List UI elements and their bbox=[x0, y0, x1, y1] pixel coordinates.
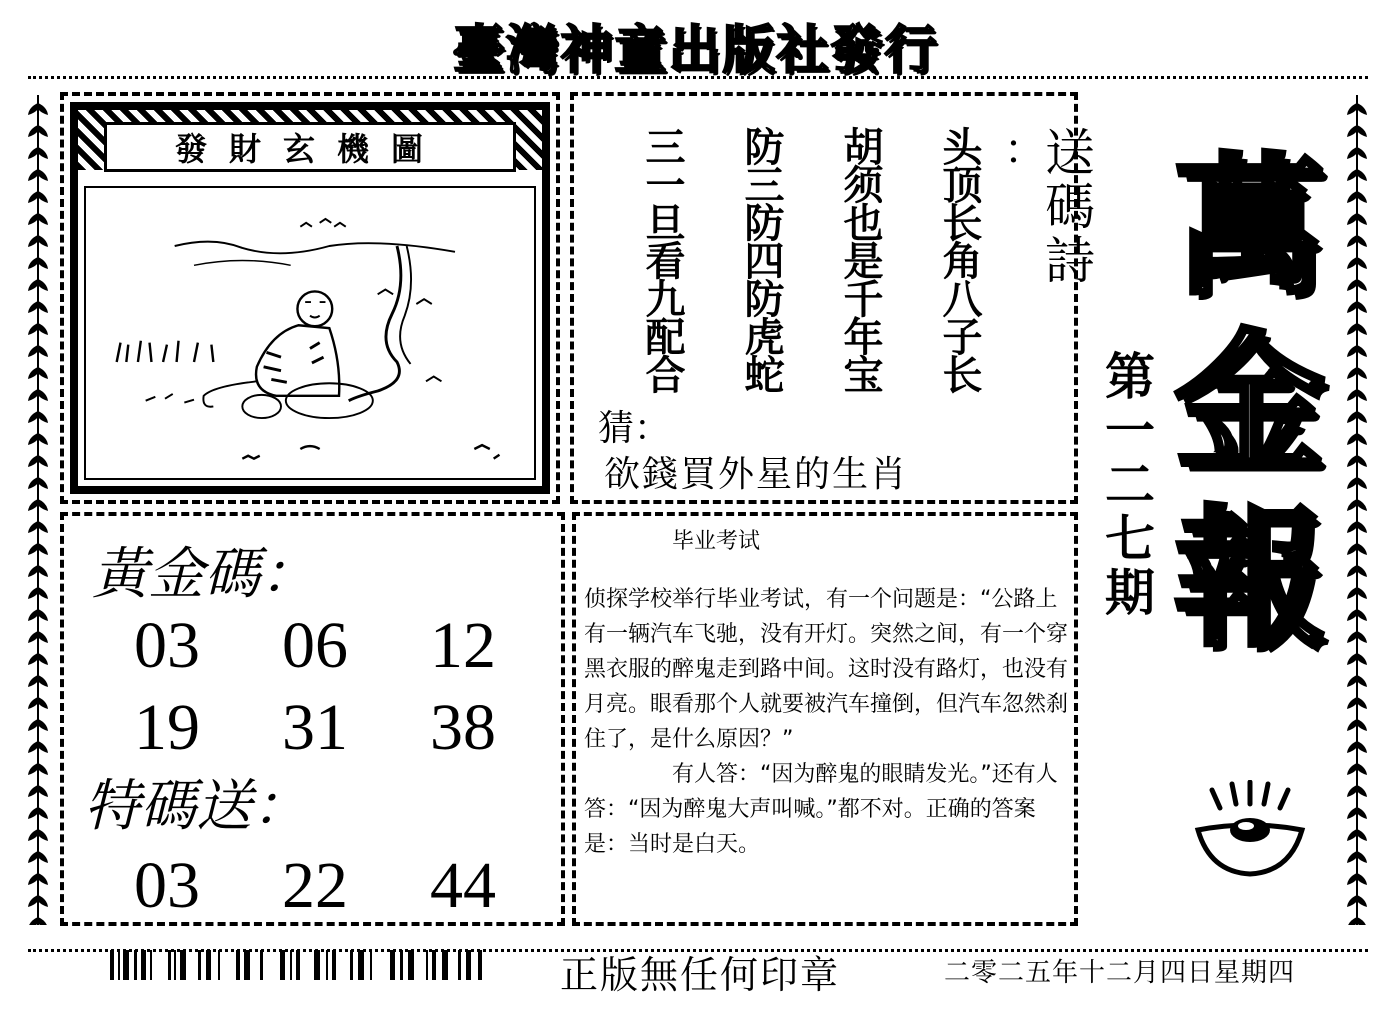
story-title: 毕业考试 bbox=[672, 529, 761, 554]
special-number: 22 bbox=[282, 849, 348, 922]
guess-text: 欲錢買外星的生肖 bbox=[604, 454, 909, 495]
publish-date: 二零二五年十二月四日星期四 bbox=[944, 958, 1296, 988]
brand-char: 金 bbox=[1174, 317, 1325, 491]
special-number: 03 bbox=[134, 849, 200, 922]
illustration-title-box bbox=[104, 122, 516, 172]
gold-number: 06 bbox=[282, 609, 348, 682]
poem-panel bbox=[570, 92, 1095, 504]
illustration-panel bbox=[60, 92, 560, 504]
gold-code-row bbox=[134, 608, 578, 684]
tiger-illustration bbox=[84, 186, 536, 480]
poem-heading bbox=[970, 126, 1102, 288]
guess-label: 猜： bbox=[598, 408, 671, 449]
brand-title bbox=[1160, 140, 1340, 668]
tiger-drawing-icon bbox=[86, 188, 534, 478]
gold-number: 03 bbox=[134, 609, 200, 682]
gold-code-row bbox=[134, 690, 578, 766]
illustration-title: 發財玄機圖 bbox=[174, 130, 445, 168]
barcode-icon bbox=[110, 950, 490, 980]
illustration-frame bbox=[70, 102, 550, 494]
poem-heading-text: 送碼詩 bbox=[1037, 126, 1095, 288]
gold-number: 12 bbox=[430, 609, 496, 682]
authenticity-note: 正版無任何印章 bbox=[560, 953, 841, 997]
poem-line: 胡须也是千年宝 bbox=[837, 126, 883, 392]
issue-number: 第一二七期 bbox=[1097, 350, 1155, 620]
poem-lines bbox=[634, 126, 988, 392]
story-paragraph: 有人答：“因为醉鬼的眼睛发光。”还有人答：“因为醉鬼大声叫喊。”都不对。正确的答案是：当时是白天。 bbox=[584, 762, 1058, 857]
story-panel bbox=[572, 512, 1078, 926]
story-paragraph: 侦探学校举行毕业考试，有一个问题是：“公路上有一辆汽车飞驰，没有开灯。突然之间，有一个穿黑衣服的醉鬼走到路中间。这时没有路灯，也没有月亮。眼看那个人就要被汽车撞倒，但汽车忽然刹住了，是什么原因？” bbox=[584, 587, 1069, 752]
special-code-row bbox=[134, 848, 578, 924]
story-body bbox=[584, 582, 1074, 862]
brand-char: 報 bbox=[1174, 493, 1325, 667]
poem-line: 三一旦看九配合 bbox=[639, 126, 685, 392]
brand-char: 萬 bbox=[1174, 141, 1325, 315]
gold-code-label: 黃金碼： bbox=[92, 542, 316, 607]
poem-line: 防三防四防虎蛇 bbox=[738, 126, 784, 392]
poem-line: 头顶长角八子长 bbox=[936, 126, 982, 392]
gold-number: 31 bbox=[282, 691, 348, 764]
left-vine-border bbox=[26, 95, 50, 925]
gold-number: 38 bbox=[430, 691, 496, 764]
publisher-header: 臺灣神童出版社發行 bbox=[452, 21, 939, 81]
codes-panel bbox=[60, 512, 565, 926]
gold-number: 19 bbox=[134, 691, 200, 764]
special-code-label: 特碼送： bbox=[84, 774, 308, 839]
gold-ingot-icon bbox=[1190, 780, 1310, 880]
right-vine-border bbox=[1345, 95, 1369, 925]
poem-heading-colon: ： bbox=[976, 136, 1025, 182]
special-number: 44 bbox=[430, 849, 496, 922]
